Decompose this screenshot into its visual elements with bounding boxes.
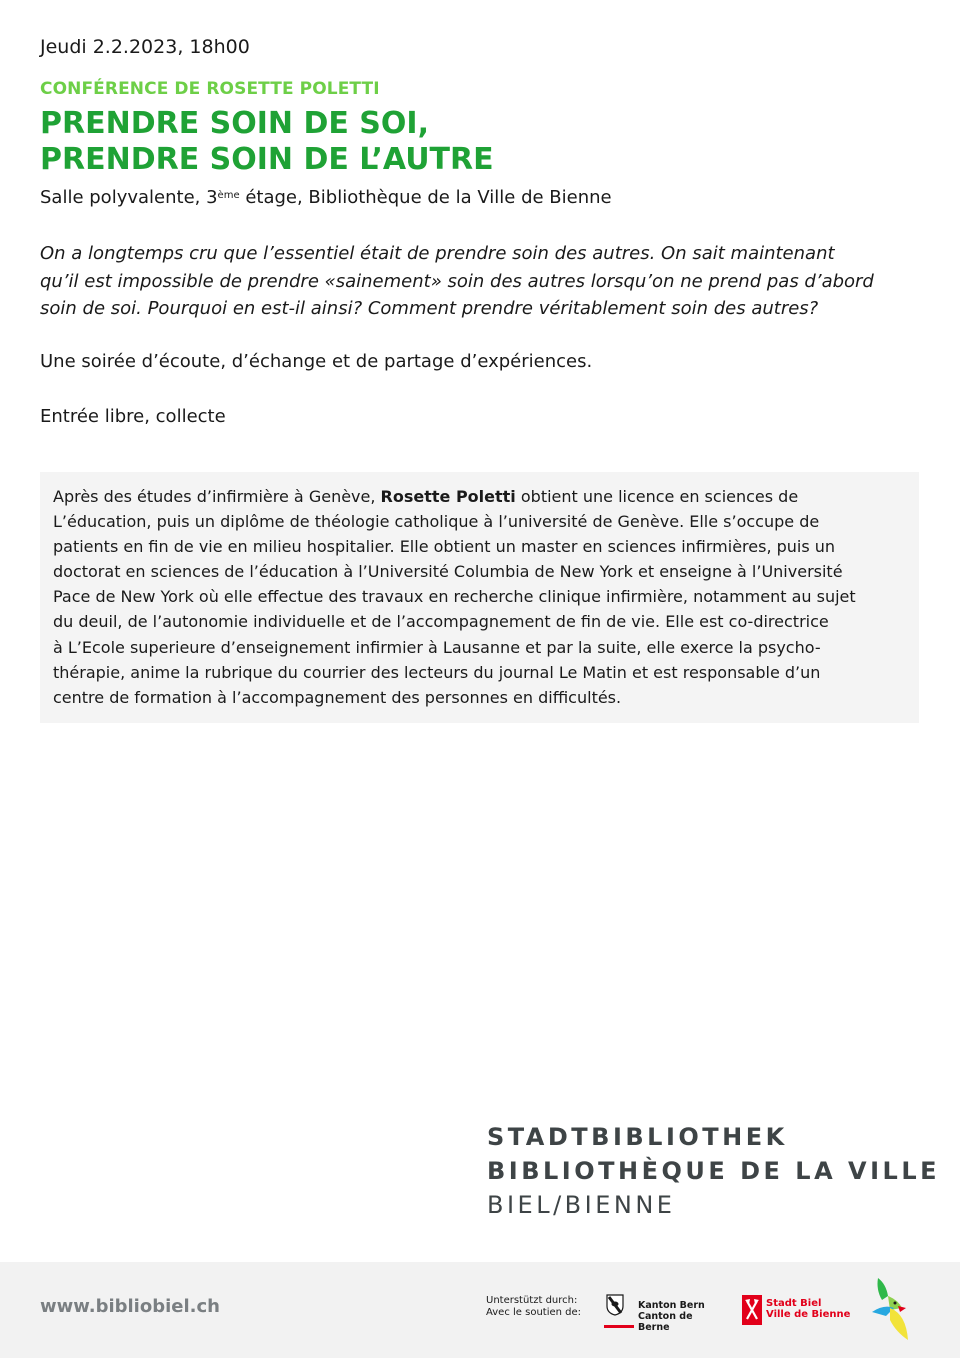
- event-evening: Une soirée d’écoute, d’échange et de partage d’expériences.: [40, 351, 593, 372]
- event-venue: [40, 186, 612, 210]
- bern-shield-icon: [606, 1294, 624, 1316]
- bio-line-5: Pace de New York où elle effectue des travaux en recherche clinique infirmière, notamment au sujet: [53, 587, 856, 607]
- bio-text: [53, 484, 911, 710]
- support-fr: Avec le soutien de:: [486, 1307, 582, 1318]
- bio-line-9: centre de formation à l’accompagnement des personnes en difficultés.: [53, 687, 622, 707]
- intro-line-3: soin de soi. Pourquoi en est-il ainsi? Comment prendre véritablement soin des autres?: [40, 298, 819, 319]
- intro-line-2: qu’il est impossible de prendre «sainement» soin des autres lorsqu’on ne prend pas d’abord: [40, 270, 874, 292]
- culture-bird-icon: [868, 1274, 916, 1342]
- kanton-bern-text: [638, 1300, 724, 1333]
- venue-pre: Salle polyvalente, 3: [40, 187, 218, 208]
- event-entry: Entrée libre, collecte: [40, 406, 226, 427]
- stadt-fr: Ville de Bienne: [766, 1309, 851, 1320]
- bio-line-2: L’éducation, puis un diplôme de théologie catholique à l’université de Genève. Elle s’occupe de: [53, 512, 820, 532]
- kanton-de: Kanton Bern: [638, 1300, 705, 1311]
- bio-line-6: du deuil, de l’autonomie individuelle et de l’accompagnement de fin de vie. Elle est co-directrice: [53, 612, 829, 632]
- bio-name: Rosette Poletti: [380, 487, 516, 506]
- library-line-1: STADTBIBLIOTHEK: [487, 1123, 788, 1151]
- bio-line-4: doctorat en sciences de l’éducation à l’Université Columbia de New York et enseigne à l’Université: [53, 562, 843, 582]
- kanton-red-bar: [604, 1325, 634, 1328]
- footer: [0, 1262, 960, 1358]
- stadt-de: Stadt Biel: [766, 1298, 822, 1309]
- event-eyebrow: CONFÉRENCE DE ROSETTE POLETTI: [40, 79, 380, 99]
- event-title: [40, 106, 494, 178]
- bio-lead: Après des études d’infirmière à Genève,: [53, 487, 381, 506]
- title-line-2: PRENDRE SOIN DE L’AUTRE: [40, 142, 494, 177]
- kanton-fr: Canton de Berne: [638, 1311, 693, 1333]
- event-date: Jeudi 2.2.2023, 18h00: [40, 36, 250, 58]
- bio-box: [40, 472, 919, 723]
- library-line-2: BIBLIOTHÈQUE DE LA VILLE: [487, 1157, 941, 1185]
- title-line-1: PRENDRE SOIN DE SOI,: [40, 106, 429, 141]
- venue-post: étage, Bibliothèque de la Ville de Bienne: [239, 187, 612, 208]
- bio-line-3: patients en fin de vie en milieu hospitalier. Elle obtient un master en sciences infirmières, puis un: [53, 537, 836, 557]
- biel-axes-icon: [742, 1295, 762, 1325]
- support-de: Unterstützt durch:: [486, 1295, 578, 1306]
- website-link[interactable]: www.bibliobiel.ch: [40, 1296, 220, 1317]
- intro-line-1: On a longtemps cru que l’essentiel était de prendre soin des autres. On sait maintenant: [40, 243, 835, 264]
- event-intro: [40, 240, 910, 323]
- stadt-biel-logo: [742, 1293, 852, 1329]
- bio-line-1-rest: obtient une licence en sciences de: [515, 487, 799, 506]
- bio-line-7: à L’Ecole superieure d’enseignement infirmier à Lausanne et par la suite, elle exerce la psycho-: [53, 637, 821, 657]
- bio-line-8: thérapie, anime la rubrique du courrier des lecteurs du journal Le Matin et est responsable d’un: [53, 662, 821, 682]
- library-line-3: BIEL/BIENNE: [487, 1191, 676, 1219]
- venue-sup: ème: [217, 190, 240, 201]
- library-logo: [487, 1120, 940, 1222]
- kanton-bern-logo: [604, 1292, 724, 1332]
- support-label: [486, 1295, 581, 1319]
- stadt-biel-text: [766, 1298, 850, 1320]
